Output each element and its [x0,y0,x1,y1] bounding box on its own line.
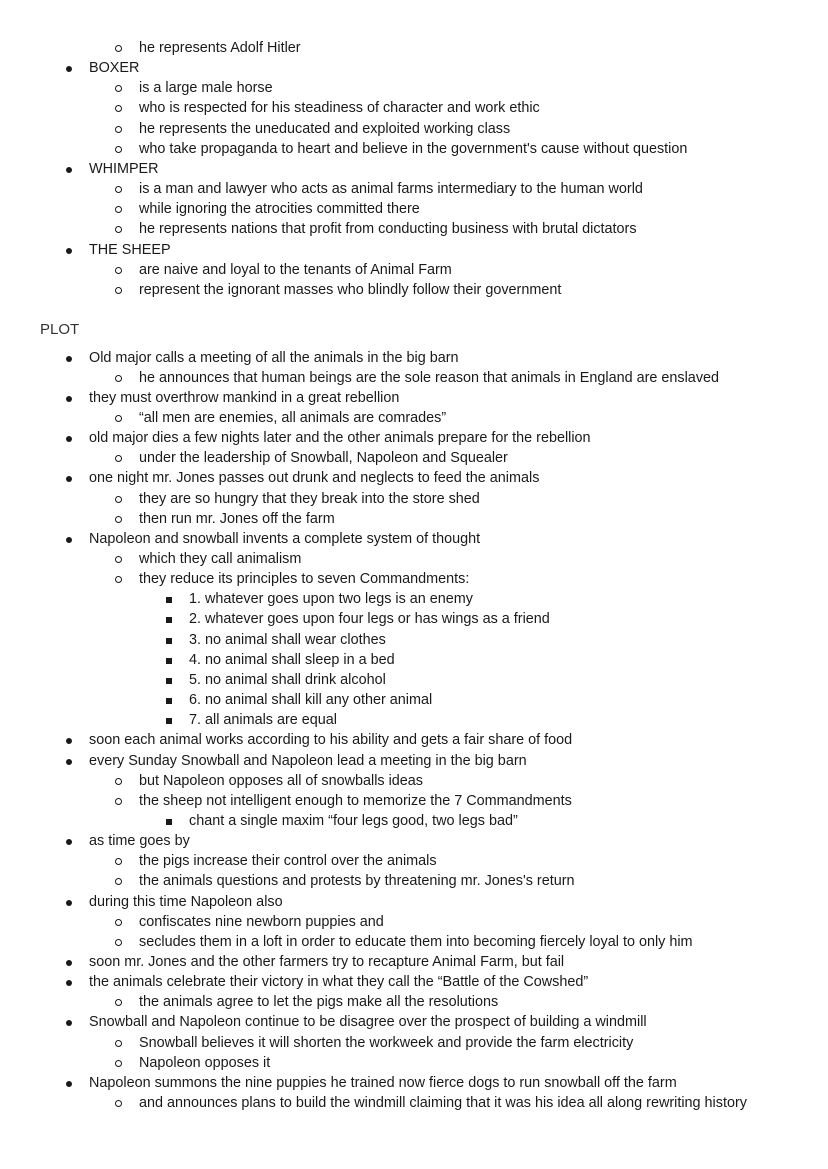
list-item-text: the animals questions and protests by threatening mr. Jones's return [139,873,575,890]
list-item-text: secludes them in a loft in order to educate them into becoming fiercely loyal to only him [139,933,693,950]
list-item-text: 7. all animals are equal [189,712,337,729]
list-item-text: 5. no animal shall drink alcohol [189,671,386,688]
bullet-square-icon [166,698,172,704]
list-item-text: is a man and lawyer who acts as animal farms intermediary to the human world [139,181,643,198]
list-item-text: he announces that human beings are the sole reason that animals in England are enslaved [139,369,720,386]
list-item-text: 4. no animal shall sleep in a bed [189,651,395,668]
list-item-text: are naive and loyal to the tenants of Animal Farm [139,261,452,278]
list-item-text: Old major calls a meeting of all the animals in the big barn [89,349,459,366]
bullet-disc-icon [66,356,72,362]
bullet-disc-icon [66,1081,72,1087]
list-item-text: they are so hungry that they break into the store shed [139,490,480,507]
bullet-disc-icon [66,960,72,966]
bullet-circle-icon [115,939,122,946]
bullet-circle-icon [115,576,122,583]
bullet-square-icon [166,617,172,623]
bullet-circle-icon [115,186,122,193]
bullet-disc-icon [66,436,72,442]
list-item-text: while ignoring the atrocities committed there [139,201,420,218]
bullet-circle-icon [115,1060,122,1067]
bullet-square-icon [166,819,172,825]
list-item-text: is a large male horse [139,80,273,97]
list-item-text: represent the ignorant masses who blindly follow their government [139,281,562,298]
bullet-disc-icon [66,1020,72,1026]
bullet-circle-icon [115,999,122,1006]
list-item-text: old major dies a few nights later and the other animals prepare for the rebellion [89,430,591,447]
bullet-square-icon [166,678,172,684]
bullet-disc-icon [66,738,72,744]
bullet-circle-icon [115,375,122,382]
list-item-text: they reduce its principles to seven Commandments: [139,571,470,588]
bullet-disc-icon [66,839,72,845]
plot-heading-text: PLOT [40,321,80,338]
bullet-square-icon [166,658,172,664]
bullet-disc-icon [66,476,72,482]
bullet-disc-icon [66,759,72,765]
list-item-text: as time goes by [89,833,190,850]
list-item-text: 6. no animal shall kill any other animal [189,692,433,709]
bullet-circle-icon [115,146,122,153]
bullet-circle-icon [115,85,122,92]
bullet-circle-icon [115,267,122,274]
bullet-circle-icon [115,1040,122,1047]
bullet-square-icon [166,638,172,644]
bullet-circle-icon [115,496,122,503]
list-item-text: the animals agree to let the pigs make all the resolutions [139,994,499,1011]
list-item-text: the animals celebrate their victory in what they call the “Battle of the Cowshed” [89,974,589,991]
list-item-text: “all men are enemies, all animals are comrades” [139,409,447,426]
list-item-text: then run mr. Jones off the farm [139,510,335,527]
list-item-text: who take propaganda to heart and believe in the government's cause without question [139,140,688,157]
list-item-text: 1. whatever goes upon two legs is an enemy [189,591,473,608]
bullet-disc-icon [66,900,72,906]
list-item-text: Napoleon opposes it [139,1054,271,1071]
bullet-circle-icon [115,798,122,805]
list-item-text: WHIMPER [89,160,159,177]
bullet-circle-icon [115,1100,122,1107]
list-item-text: soon mr. Jones and the other farmers try to recapture Animal Farm, but fail [89,954,565,970]
bullet-circle-icon [115,516,122,523]
list-item-text: but Napoleon opposes all of snowballs ideas [139,772,424,789]
bullet-square-icon [166,718,172,724]
list-item-text: confiscates nine newborn puppies and [139,913,384,930]
bullet-disc-icon [66,537,72,543]
bullet-circle-icon [115,858,122,865]
bullet-disc-icon [66,248,72,254]
bullet-square-icon [166,597,172,603]
list-item-text: Snowball and Napoleon continue to be disagree over the prospect of building a windmill [89,1014,647,1031]
list-item-text: every Sunday Snowball and Napoleon lead a meeting in the big barn [89,752,527,769]
bullet-circle-icon [115,778,122,785]
list-item-text: the sheep not intelligent enough to memorize the 7 Commandments [139,792,572,809]
list-item-text: he represents the uneducated and exploited working class [139,120,511,137]
list-item-text: who is respected for his steadiness of character and work ethic [139,100,540,117]
bullet-disc-icon [66,396,72,402]
list-item-text: 3. no animal shall wear clothes [189,631,386,648]
bullet-circle-icon [115,415,122,422]
bullet-disc-icon [66,66,72,72]
list-item-text: which they call animalism [139,551,302,567]
list-item-text: Napoleon and snowball invents a complete system of thought [89,530,481,547]
list-item-text: they must overthrow mankind in a great rebellion [89,389,400,406]
list-item-text: the pigs increase their control over the animals [139,853,437,870]
bullet-circle-icon [115,919,122,926]
bullet-disc-icon [66,980,72,986]
bullet-circle-icon [115,878,122,885]
list-item-text: under the leadership of Snowball, Napoleon and Squealer [139,450,508,467]
bullet-circle-icon [115,455,122,462]
list-item-text: chant a single maxim “four legs good, two legs bad” [189,812,518,829]
bullet-circle-icon [115,206,122,213]
bullet-circle-icon [115,226,122,233]
bullet-circle-icon [115,126,122,133]
list-item-text: one night mr. Jones passes out drunk and neglects to feed the animals [89,470,540,487]
list-item-text: he represents nations that profit from conducting business with brutal dictators [139,221,637,238]
bullet-disc-icon [66,167,72,173]
list-item-text: THE SHEEP [89,241,171,258]
bullet-circle-icon [115,45,122,52]
bullet-circle-icon [115,105,122,112]
list-item-text: 2. whatever goes upon four legs or has wings as a friend [189,611,550,628]
list-item-text: Napoleon summons the nine puppies he trained now fierce dogs to run snowball off the farm [89,1074,677,1091]
bullet-circle-icon [115,556,122,563]
bullet-circle-icon [115,287,122,294]
list-item-text: BOXER [89,60,140,77]
list-item-text: soon each animal works according to his ability and gets a fair share of food [89,732,573,749]
list-item-text: during this time Napoleon also [89,893,283,910]
list-item-text: and announces plans to build the windmill claiming that it was his idea all along rewriting history [139,1095,747,1112]
list-item-text: he represents Adolf Hitler [139,40,301,56]
list-item-text: Snowball believes it will shorten the workweek and provide the farm electricity [139,1034,634,1051]
